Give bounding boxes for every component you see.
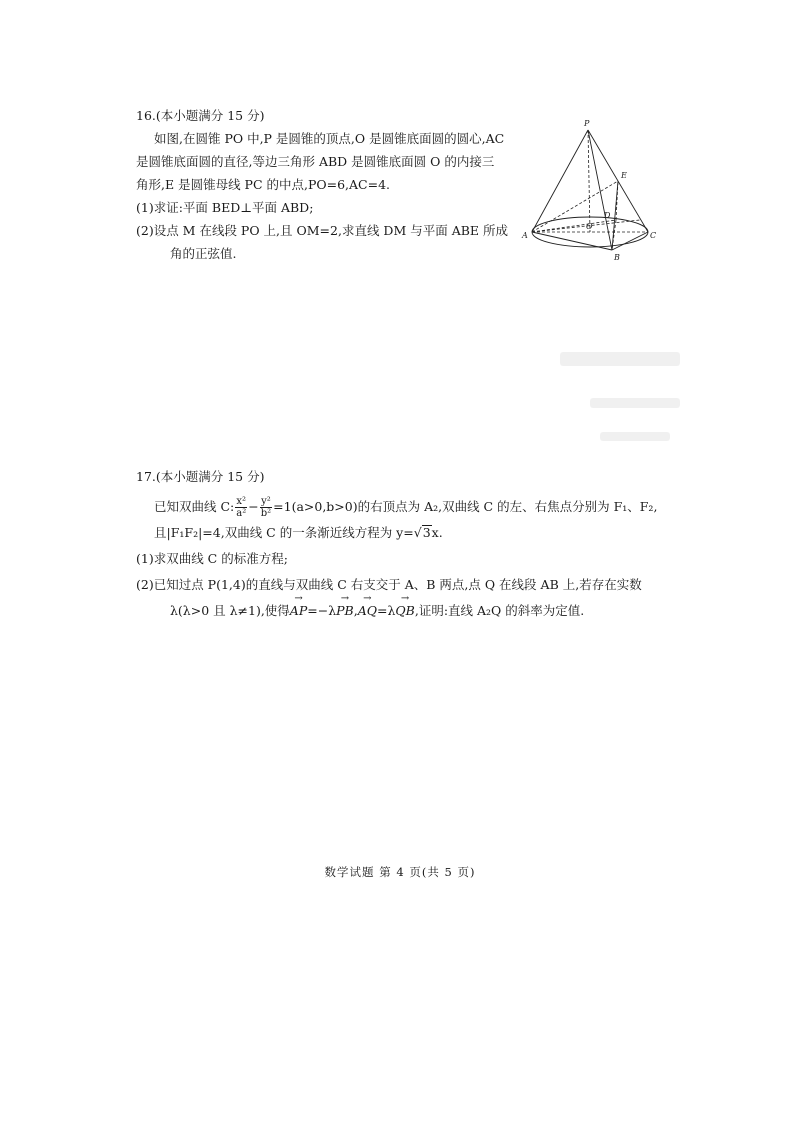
fraction-denominator: a²	[236, 508, 247, 519]
fraction-denominator: b²	[260, 508, 272, 519]
text-fragment: =1(a>0,b>0)的右顶点为 A₂,双曲线 C 的左、右焦点分别为 F₁、F₂,	[273, 499, 658, 514]
fraction-numerator: y²	[261, 496, 271, 507]
question-17-text-line	[136, 494, 656, 520]
text-fragment: λ(λ>0 且 λ≠1),使得	[170, 603, 290, 618]
label-B: B	[614, 253, 620, 262]
vector-PB: → PB	[336, 598, 354, 624]
text-fragment: ,证明:直线 A₂Q 的斜率为定值.	[414, 603, 585, 618]
vector-QB: → QB	[395, 598, 414, 624]
scan-smudge	[560, 352, 680, 366]
question-17-part-1: (1)求双曲线 C 的标准方程;	[136, 551, 288, 566]
question-16-header: 16.(本小题满分 15 分)	[136, 108, 265, 123]
question-16-part-1: (1)求证:平面 BED⊥平面 ABD;	[136, 200, 314, 215]
label-E: E	[621, 171, 627, 180]
question-16-text-line: 如图,在圆锥 PO 中,P 是圆锥的顶点,O 是圆锥底面圆的圆心,AC	[154, 131, 505, 146]
question-17-part-2-cont	[136, 598, 656, 624]
label-D: D	[604, 211, 611, 220]
edge-PA	[532, 130, 588, 232]
question-16	[136, 104, 526, 265]
edge-BC	[612, 232, 648, 250]
text-fragment: 已知双曲线 C:	[154, 499, 235, 514]
text-fragment: x.	[431, 525, 443, 540]
edge-BE	[612, 181, 618, 250]
question-17-part-2: (2)已知过点 P(1,4)的直线与双曲线 C 右支交于 A、B 两点,点 Q 在线段 AB 上,若存在实数	[136, 577, 642, 592]
vector-AQ: → AQ	[358, 598, 377, 624]
label-A: A	[522, 231, 528, 240]
text-fragment: 且|F₁F₂|=4,双曲线 C 的一条渐近线方程为 y=	[154, 525, 414, 540]
question-16-part-2-cont: 角的正弦值.	[170, 246, 237, 261]
label-O: O	[586, 222, 593, 231]
vector-AP: → AP	[290, 598, 307, 624]
sqrt-radicand: 3	[422, 525, 431, 540]
question-17-header: 17.(本小题满分 15 分)	[136, 469, 265, 484]
question-16-text-line: 是圆锥底面圆的直径,等边三角形 ABD 是圆锥底面圆 O 的内接三	[136, 154, 495, 169]
scan-smudge	[590, 398, 680, 408]
page-footer: 数学试题 第 4 页(共 5 页)	[324, 865, 476, 879]
minus-sign: −	[248, 499, 259, 514]
fraction-numerator: x²	[236, 496, 247, 507]
question-16-part-2: (2)设点 M 在线段 PO 上,且 OM=2,求直线 DM 与平面 ABE 所成	[136, 223, 509, 238]
fraction-x2-a2	[235, 496, 247, 519]
question-17	[136, 465, 656, 624]
text-fragment: =−λ	[307, 603, 337, 618]
text-fragment: ,	[353, 603, 358, 618]
question-17-text-line: 且|F₁F₂|=4,双曲线 C 的一条渐近线方程为 y=√3x.	[154, 525, 443, 540]
text-fragment: =λ	[377, 603, 396, 618]
edge-AE	[532, 181, 618, 232]
cone-figure	[520, 112, 660, 264]
scan-smudge	[600, 432, 670, 441]
question-16-text-line: 角形,E 是圆锥母线 PC 的中点,PO=6,AC=4.	[136, 177, 391, 192]
fraction-y2-b2	[260, 496, 272, 519]
label-P: P	[584, 119, 590, 128]
label-C: C	[650, 231, 657, 240]
